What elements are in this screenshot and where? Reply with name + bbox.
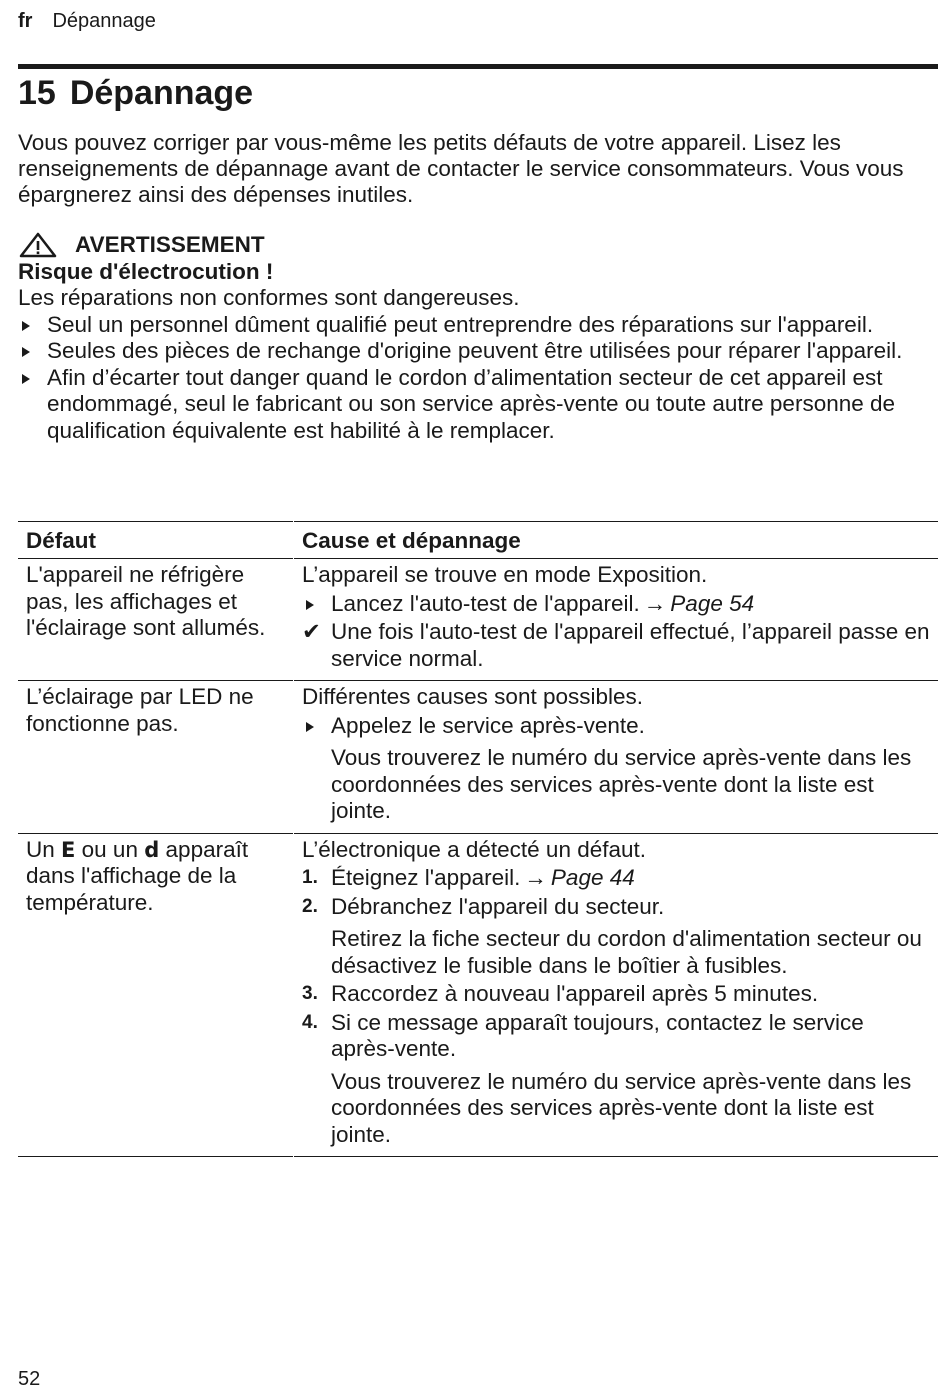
display-symbol-d: d [144,837,160,862]
action-triangle-icon [306,722,314,732]
arrow-icon: → [643,590,667,616]
numbered-step [302,865,930,892]
action-text: Appelez le service après-vente. [331,712,645,738]
warning-bullet: Seul un personnel dûment qualifié peut entreprendre des réparations sur l'appareil. [18,312,938,339]
numbered-step [302,1010,930,1063]
fault-text: ou un [81,836,138,862]
chapter-title [18,74,253,113]
column-header-fault: Défaut [26,527,97,553]
arrow-icon: → [524,865,547,890]
chapter-title-text: Dépannage [69,74,254,112]
step-text: Si ce message apparaît toujours, contactez le service après-vente. [331,1009,864,1061]
cause-cell [294,681,939,834]
numbered-step [302,894,930,921]
table-row [18,833,938,1157]
warning-title: AVERTISSEMENT [75,232,265,257]
warning-heading [18,232,938,259]
page-number: 52 [18,1368,41,1390]
action-text: Lancez l'auto-test de l'appareil. [331,590,640,616]
warning-bullets [18,312,938,445]
step-number: 2. [302,895,318,917]
troubleshooting-table [18,521,938,1157]
fault-text: Un [26,836,55,862]
cause-text: L’appareil se trouve en mode Exposition. [302,562,708,587]
warning-bullet: Afin d’écarter tout danger quand le cordon d’alimentation secteur de cet appareil est endommagé, seul le fabricant ou son service après-vente ou toute autre personne de qualification équivalente est habilité à le remplacer. [18,365,938,445]
language-code: fr [18,10,33,32]
cause-text: Différentes causes sont possibles. [302,684,644,709]
warning-subtitle: Risque d'électrocution ! [18,258,274,284]
note-text: Vous trouverez le numéro du service après-vente dans les coordonnées des services après-vente dont la liste est jointe. [331,745,912,823]
note-text: Vous trouverez le numéro du service après-vente dans les coordonnées des services après-vente dont la liste est jointe. [331,1068,912,1147]
header-rule [18,64,938,69]
cause-cell [294,559,939,681]
step-text: Éteignez l'appareil. [331,865,521,890]
action-step [302,591,930,618]
step-number: 1. [302,867,318,888]
warning-block [18,232,938,444]
fault-text: apparaît dans l'affichage de la température. [26,836,249,915]
intro-paragraph: Vous pouvez corriger par vous-même les petits défauts de votre appareil. Lisez les renseignements de dépannage avant de contacter le service consommateurs. Vous vous épargnerez ainsi des dépenses inutiles. [18,130,904,207]
note-text: Retirez la fiche secteur du cordon d'alimentation secteur ou désactivez le fusible dans le boîtier à fusibles. [331,926,922,978]
action-step [302,713,930,740]
running-head-section: Dépannage [52,10,156,32]
step-number: 4. [302,1011,318,1033]
running-head [18,10,156,33]
fault-cell: L'appareil ne réfrigère pas, les affichages et l'éclairage sont allumés. [26,562,266,640]
step-number: 3. [302,983,318,1004]
warning-text: Les réparations non conformes sont dangereuses. [18,285,520,310]
action-triangle-icon [306,600,314,610]
cause-text: L’électronique a détecté un défaut. [302,836,647,862]
warning-bullet: Seules des pièces de rechange d'origine peuvent être utilisées pour réparer l'appareil. [18,338,938,365]
column-header-cause: Cause et dépannage [294,522,939,559]
table-row [18,559,938,681]
page-reference[interactable]: Page 44 [550,865,635,890]
table-header-row [18,522,938,559]
result-step [302,619,930,672]
chapter-number: 15 [18,74,56,112]
fault-cell: L’éclairage par LED ne fonctionne pas. [26,684,254,736]
warning-triangle-icon [18,232,58,258]
check-icon: ✔ [302,619,321,644]
numbered-step [302,981,930,1008]
page-reference[interactable]: Page 54 [670,590,755,616]
step-text: Débranchez l'appareil du secteur. [331,893,665,919]
display-symbol-e: E [61,837,76,862]
cause-cell [294,833,939,1157]
result-text: Une fois l'auto-test de l'appareil effectué, l’appareil passe en service normal. [331,619,930,671]
fault-cell [18,833,294,1157]
table-row [18,681,938,834]
step-text: Raccordez à nouveau l'appareil après 5 minutes. [331,981,819,1006]
